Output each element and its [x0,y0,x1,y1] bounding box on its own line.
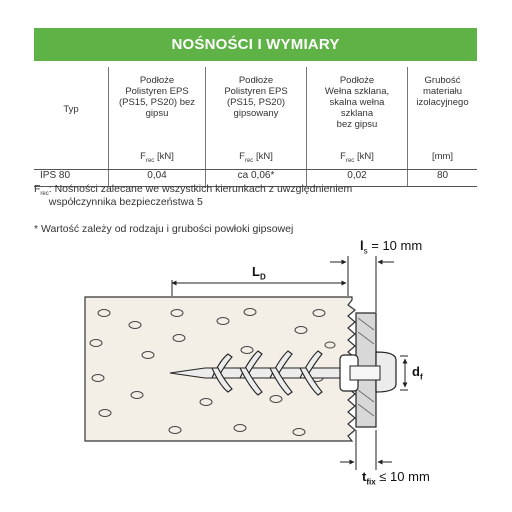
row-typ: IPS 80 [34,170,109,187]
col-eps-header: Podłoże Polistyren EPS (PS15, PS20) bez gipsu [109,67,206,151]
tfix-label: $t_{fix} \le 10$ mm [362,469,430,487]
frec-symbol: F [34,183,41,195]
frec-text: : Nośności zalecane we wszystkich kierunkach z uwzględnieniem współczynnika bezpieczeństwa 5 [48,183,353,208]
col-typ-header: Typ [63,103,79,115]
col-welna-header: Podłoże Wełna szklana, skalna wełna szklana bez gipsu [307,67,408,151]
unit-cell: $F_{rec}$ [kN] [109,151,206,170]
unit-cell: [mm] [408,151,478,170]
col-eps-gips-header: Podłoże Polistyren EPS (PS15, PS20) gipsowany [206,67,307,151]
value-cell: 0,04 [109,170,206,187]
df-label: $d_f$ [412,364,423,382]
unit-cell: $F_{rec}$ [kN] [206,151,307,170]
ls-label: $l_s = 10$ mm [360,238,423,256]
ld-label: $L_D$ [252,264,266,282]
value-cell: 80 [408,170,478,187]
unit-cell: $F_{rec}$ [kN] [307,151,408,170]
value-cell: 0,02 [307,170,408,187]
value-cell: ca 0,06* [206,170,307,187]
frec-subscript: rec [40,191,49,198]
section-title: NOŚNOŚCI I WYMIARY [34,28,477,61]
asterisk-note: * Wartość zależy od rodzaju i grubości powłoki gipsowej [34,223,294,235]
col-thickness-header: Grubość materiału izolacyjnego [408,67,478,151]
